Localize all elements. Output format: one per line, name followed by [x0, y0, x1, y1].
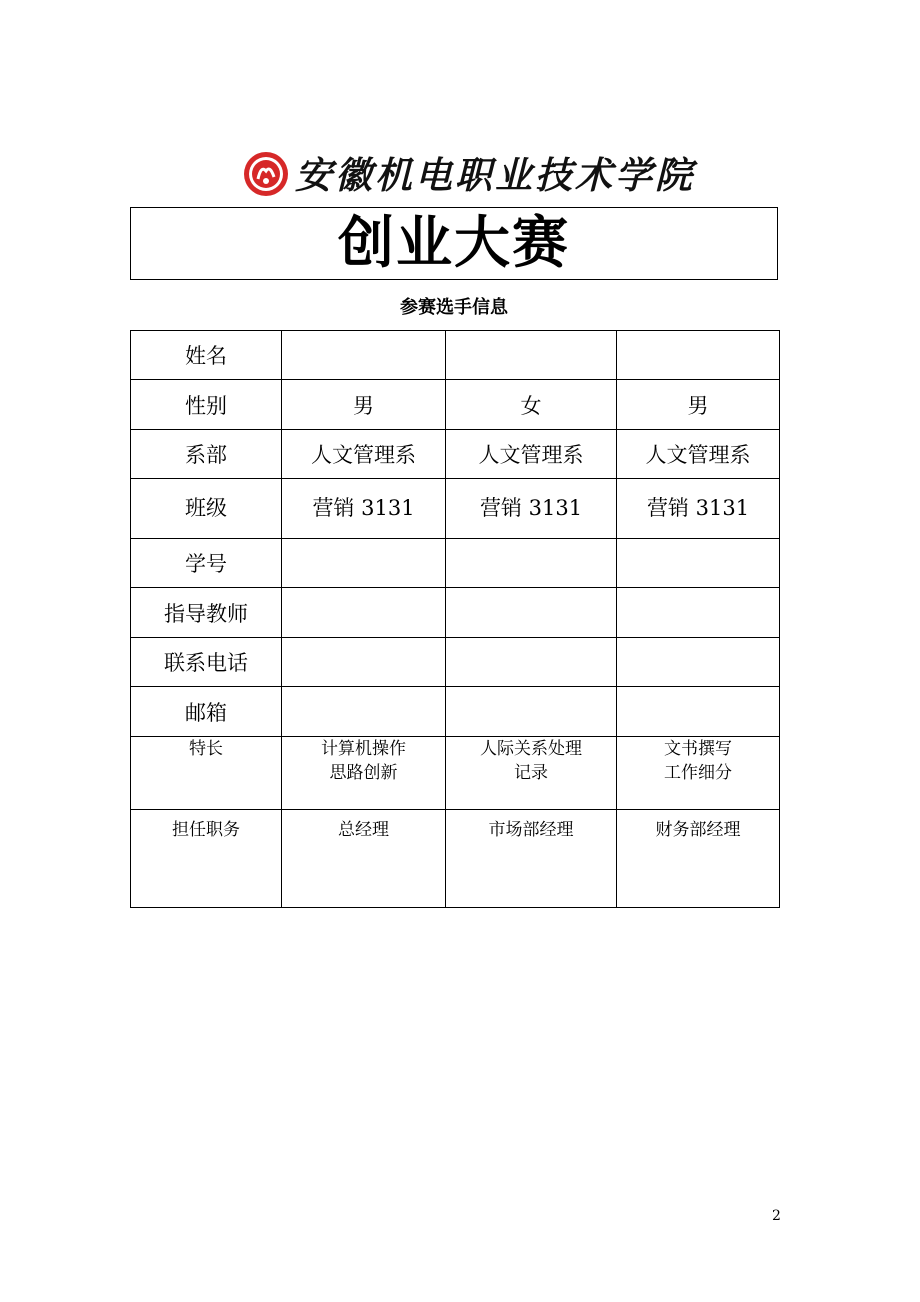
institution-logo — [243, 150, 695, 200]
advisor-cell — [617, 588, 780, 638]
page-subtitle: 参赛选手信息 — [400, 297, 508, 318]
institution-name: 安徽机电职业技术学院 — [295, 153, 695, 197]
row-label: 指导教师 — [131, 588, 282, 638]
row-label: 特长 — [131, 737, 282, 810]
table-row-email — [131, 687, 780, 737]
participant-info-table — [130, 330, 780, 908]
title-box — [130, 207, 778, 280]
name-cell — [282, 331, 446, 380]
table-row-position — [131, 810, 780, 908]
advisor-cell — [446, 588, 617, 638]
table-row-advisor — [131, 588, 780, 638]
table-row-name — [131, 331, 780, 380]
table-row-specialty — [131, 737, 780, 810]
page-number: 2 — [772, 1208, 781, 1224]
page-title: 创业大赛 — [338, 210, 570, 276]
student-id-cell — [446, 539, 617, 588]
specialty-cell — [446, 737, 617, 810]
specialty-line: 思路创新 — [329, 763, 398, 783]
row-label: 系部 — [131, 430, 282, 479]
specialty-line: 人际关系处理 — [480, 739, 582, 759]
class-cell: 营销 3131 — [617, 479, 780, 539]
table-row-gender — [131, 380, 780, 430]
table-row-phone — [131, 638, 780, 687]
row-label: 联系电话 — [131, 638, 282, 687]
specialty-line: 文书撰写 — [664, 739, 732, 759]
department-cell: 人文管理系 — [617, 430, 780, 479]
email-cell — [446, 687, 617, 737]
school-seal-icon — [243, 151, 289, 197]
row-label: 姓名 — [131, 331, 282, 380]
advisor-cell — [282, 588, 446, 638]
table-row-class — [131, 479, 780, 539]
specialty-cell — [617, 737, 780, 810]
specialty-line: 记录 — [514, 763, 548, 783]
phone-cell — [282, 638, 446, 687]
table-row-department — [131, 430, 780, 479]
table-row-student-id — [131, 539, 780, 588]
class-cell: 营销 3131 — [282, 479, 446, 539]
row-label: 担任职务 — [131, 810, 282, 908]
email-cell — [282, 687, 446, 737]
position-cell: 市场部经理 — [446, 810, 617, 908]
row-label: 班级 — [131, 479, 282, 539]
specialty-line: 计算机操作 — [321, 739, 406, 759]
row-label: 学号 — [131, 539, 282, 588]
student-id-cell — [617, 539, 780, 588]
email-cell — [617, 687, 780, 737]
phone-cell — [617, 638, 780, 687]
department-cell: 人文管理系 — [446, 430, 617, 479]
position-cell: 总经理 — [282, 810, 446, 908]
department-cell: 人文管理系 — [282, 430, 446, 479]
gender-cell: 男 — [282, 380, 446, 430]
student-id-cell — [282, 539, 446, 588]
name-cell — [446, 331, 617, 380]
name-cell — [617, 331, 780, 380]
class-cell: 营销 3131 — [446, 479, 617, 539]
gender-cell: 女 — [446, 380, 617, 430]
phone-cell — [446, 638, 617, 687]
row-label: 邮箱 — [131, 687, 282, 737]
row-label: 性别 — [131, 380, 282, 430]
specialty-cell — [282, 737, 446, 810]
position-cell: 财务部经理 — [617, 810, 780, 908]
gender-cell: 男 — [617, 380, 780, 430]
specialty-line: 工作细分 — [664, 763, 732, 783]
